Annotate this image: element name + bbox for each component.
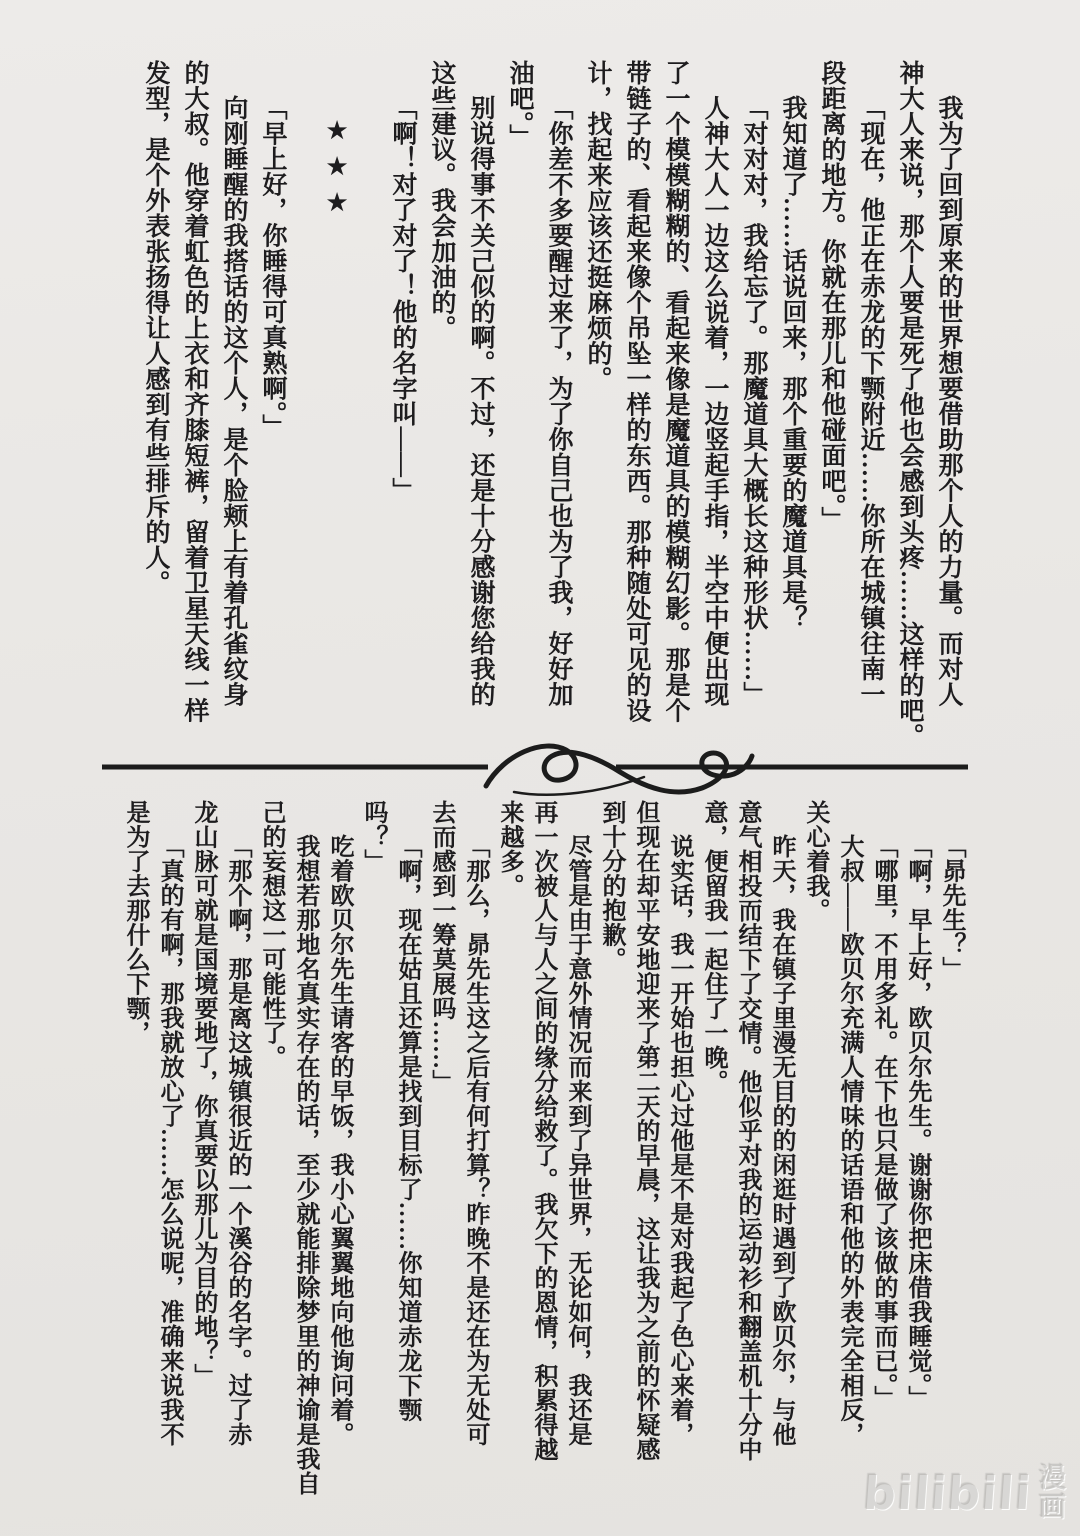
text-column: 带链子的、看起来像个吊坠一样的东西。那种随处可见的设 <box>623 60 650 723</box>
scene-break-stars: ★★★ <box>325 117 350 226</box>
text-column: 关心着我。 <box>802 800 828 923</box>
text-column: 尽管是由于意外情况而来到了异世界，无论如何，我还是 <box>564 833 590 1447</box>
text-column: 龙山脉可就是国境要地了，你真要以那儿为目的地？」 <box>190 800 216 1388</box>
text-column: 是为了去那什么下颚， <box>122 800 148 1045</box>
text-column: 了一个模模糊糊的、看起来像是魔道具的模糊幻影。那是个 <box>662 60 689 723</box>
top-text-block <box>136 60 968 750</box>
manga-char-2: 画 <box>1039 1492 1066 1522</box>
text-column: 「啊，早上好，欧贝尔先生。谢谢你把床借我睡觉。」 <box>904 833 930 1410</box>
text-column: 昨天，我在镇子里漫无目的的闲逛时遇到了欧贝尔，与他 <box>768 833 794 1447</box>
text-column: 来越多。 <box>496 800 522 898</box>
flourish-divider-icon <box>100 728 970 808</box>
text-column: 「那个啊，那是离这城镇很近的一个溪谷的名字。过了赤 <box>224 833 250 1447</box>
text-column: 吗？」 <box>360 800 386 874</box>
text-column: 「昴先生？」 <box>938 833 964 981</box>
text-column: 意气相投而结下了交情。他似乎对我的运动衫和翻盖机十分中 <box>734 800 760 1462</box>
text-column: 计，找起来应该还挺麻烦的。 <box>584 60 611 392</box>
bilibili-watermark <box>860 1463 1066 1522</box>
text-column: 「真的有啊，那我就放心了……怎么说呢，准确来说我不 <box>156 833 182 1447</box>
text-column: 的大叔。他穿着虹色的上衣和齐膝短裤，留着卫星天线一样 <box>181 60 208 723</box>
bilibili-logo: bilibili <box>860 1466 1033 1520</box>
section-divider <box>100 728 970 808</box>
text-column: 但现在却平安地迎来了第二天的早晨，这让我为之前的怀疑感 <box>632 800 658 1462</box>
text-column: 人神大人一边这么说着，一边竖起手指，半空中便出现 <box>701 95 728 707</box>
text-column: 说实话，我一开始也担心过他是不是对我起了色心来着， <box>666 833 692 1447</box>
text-column: 「那么，昴先生这之后有何打算？昨晚不是还在为无处可 <box>462 833 488 1447</box>
text-column: 「啊！对了对了！他的名字叫——」 <box>389 95 416 503</box>
text-column: 「对对对，我给忘了。那魔道具大概长这种形状……」 <box>740 95 767 707</box>
text-column: 这些建议。我会加油的。 <box>428 60 455 341</box>
text-column: 神大人来说，那个人要是死了他也会感到头疼……这样的吧。 <box>896 60 923 749</box>
text-column: 我想若那地名真实存在的话，至少就能排除梦里的神谕是我自 <box>292 833 318 1496</box>
text-column: 段距离的地方。你就在那儿和他碰面吧。」 <box>818 60 845 532</box>
text-column: 我知道了……话说回来，那个重要的魔道具是？ <box>779 95 806 631</box>
bottom-text-block <box>118 800 968 1496</box>
text-column: 油吧。」 <box>506 60 533 150</box>
text-column: 己的妄想这一可能性了。 <box>258 800 284 1070</box>
text-column: 吃着欧贝尔先生请客的早饭，我小心翼翼地向他询问着。 <box>326 833 352 1447</box>
text-column: 「哪里，不用多礼。在下也只是做了该做的事而已。」 <box>870 833 896 1410</box>
flourish-under-stroke <box>514 777 644 795</box>
text-column: 大叔——欧贝尔充满人情味的话语和他的外表完全相反， <box>836 833 862 1447</box>
text-column: 意，便留我一起住了一晚。 <box>700 800 726 1094</box>
text-column: 我为了回到原来的世界想要借助那个人的力量。而对人 <box>935 95 962 707</box>
manga-label <box>1039 1464 1066 1522</box>
text-column: 「你差不多要醒过来了，为了你自己也为了我，好好加 <box>545 95 572 707</box>
text-column: 发型，是个外表张扬得让人感到有些排斥的人。 <box>142 60 169 596</box>
text-column: 「现在，他正在赤龙的下颚附近……你所在城镇往南一 <box>857 95 884 707</box>
text-column: 再一次被人与人之间的缘分给救了。我欠下的恩情，积累得越 <box>530 800 556 1462</box>
text-column: 别说得事不关己似的啊。不过，还是十分感谢您给我的 <box>467 95 494 707</box>
text-column: 向刚睡醒的我搭话的这个人，是个脸颊上有着孔雀纹身 <box>220 95 247 707</box>
text-column: 到十分的抱歉。 <box>598 800 624 972</box>
text-column: 「早上好，你睡得可真熟啊。」 <box>259 95 286 440</box>
manga-char-1: 漫 <box>1039 1463 1066 1493</box>
text-column: 「啊，现在姑且还算是找到目标了……你知道赤龙下颚 <box>394 833 420 1422</box>
text-column: 去而感到一筹莫展吗……」 <box>428 800 454 1094</box>
